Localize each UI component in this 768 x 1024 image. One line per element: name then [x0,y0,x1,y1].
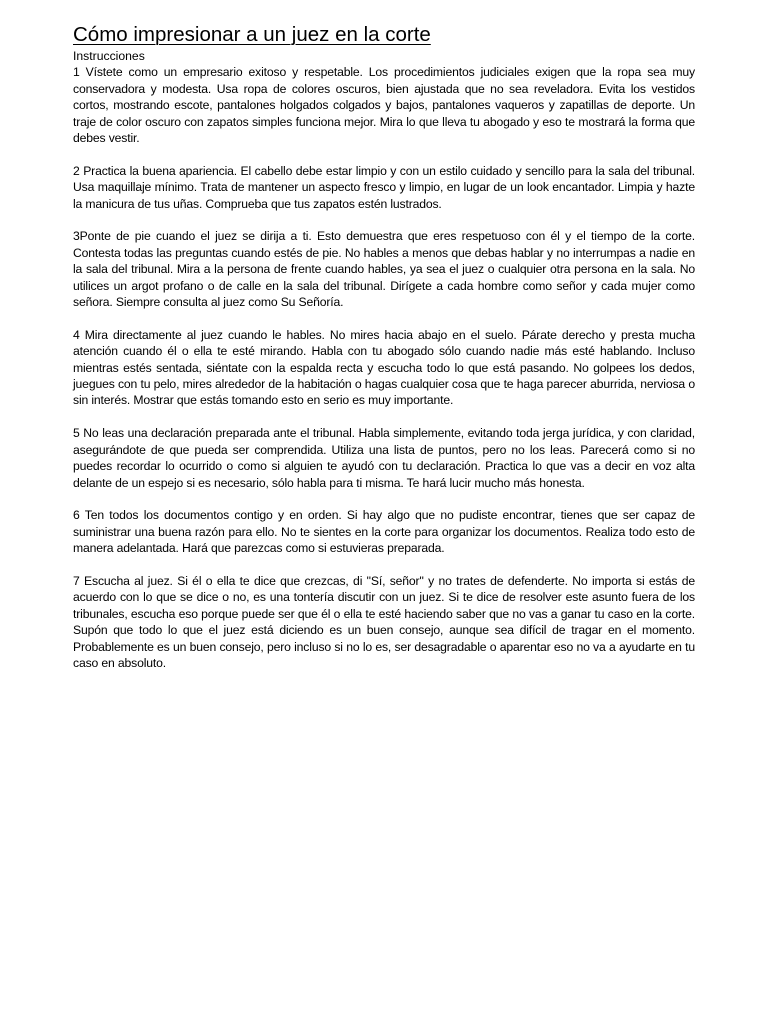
paragraph-7: 7 Escucha al juez. Si él o ella te dice que crezcas, di "Sí, señor" y no trates de defenderte. No importa si estás de acuerdo con lo que se dice o no, es una tontería discutir con un juez. Si te dice de resolver este asunto fuera de los tribunales, escucha eso porque puede ser que él o ella te esté haciendo saber que no vas a ganar tu caso en la corte. Supón que todo lo que el juez está diciendo es un buen consejo, aunque sea difícil de tragar en el momento. Probablemente es un buen consejo, pero incluso si no lo es, ser desagradable o aparentar eso no va a ayudarte en tu caso en absoluto. [73,573,695,670]
paragraph-3: 3Ponte de pie cuando el juez se dirija a ti. Esto demuestra que eres respetuoso con él y el tiempo de la corte. Contesta todas las preguntas cuando estés de pie. No hables a menos que debas hablar y no interrumpas a nadie en la sala del tribunal. Mira a la persona de frente cuando hables, ya sea el juez o cualquier otra persona en la sala. No utilices un argot profano o de calle en la sala del tribunal. Dirígete a cada hombre como señor y cada mujer como señora. Siempre consulta al juez como Su Señoría. [73,229,695,310]
paragraph-1: 1 Vístete como un empresario exitoso y respetable. Los procedimientos judiciales exigen que la ropa sea muy conservadora y modesta. Usa ropa de colores oscuros, bien ajustada que no sea reveladora. Evita los vestidos cortos, mostrando escote, pantalones holgados colgados y bajos, pantalones vaqueros y zapatillas de deporte. Un traje de color oscuro con zapatos simples funciona mejor. Mira lo que lleva tu abogado y eso te mostrará la forma que debes vestir. [73,65,695,146]
document-title: Cómo impresionar a un juez en la corte [73,23,431,46]
document-page [73,22,695,688]
paragraph-4: 4 Mira directamente al juez cuando le hables. No mires hacia abajo en el suelo. Párate derecho y presta mucha atención cuando él o ella te esté mirando. Habla con tu abogado sólo cuando nadie más esté hablando. Incluso mientras estés sentada, siéntate con la espalda recta y escucha todo lo que está pasando. No golpees los dedos, juegues con tu pelo, mires alrededor de la habitación o hagas cualquier cosa que te haga parecer aburrida, nerviosa o sin interés. Mostrar que estás tomando esto en serio es muy importante. [73,327,695,408]
paragraph-5: 5 No leas una declaración preparada ante el tribunal. Habla simplemente, evitando toda jerga jurídica, y con claridad, asegurándote de que pueda ser comprendida. Utiliza una lista de puntos, pero no los leas. Parecerá como si no puedes recordar lo ocurrido o como si alguien te ayudó con tu declaración. Practica lo que vas a decir en voz alta delante de un espejo si es necesario, sólo habla para ti misma. Te hará lucir mucho más honesta. [73,426,695,490]
paragraph-6: 6 Ten todos los documentos contigo y en orden. Si hay algo que no pudiste encontrar, tienes que ser capaz de suministrar una buena razón para ello. No te sientes en la corte para organizar los documentos. Realiza todo esto de manera adelantada. Hará que parezcas como si estuvieras preparada. [73,508,695,556]
document-subtitle: Instrucciones [73,49,145,63]
paragraph-2: 2 Practica la buena apariencia. El cabello debe estar limpio y con un estilo cuidado y sencillo para la sala del tribunal. Usa maquillaje mínimo. Trata de mantener un aspecto fresco y limpio, en lugar de un look encantador. Limpia y hazte la manicura de tus uñas. Comprueba que tus zapatos estén lustrados. [73,163,695,211]
